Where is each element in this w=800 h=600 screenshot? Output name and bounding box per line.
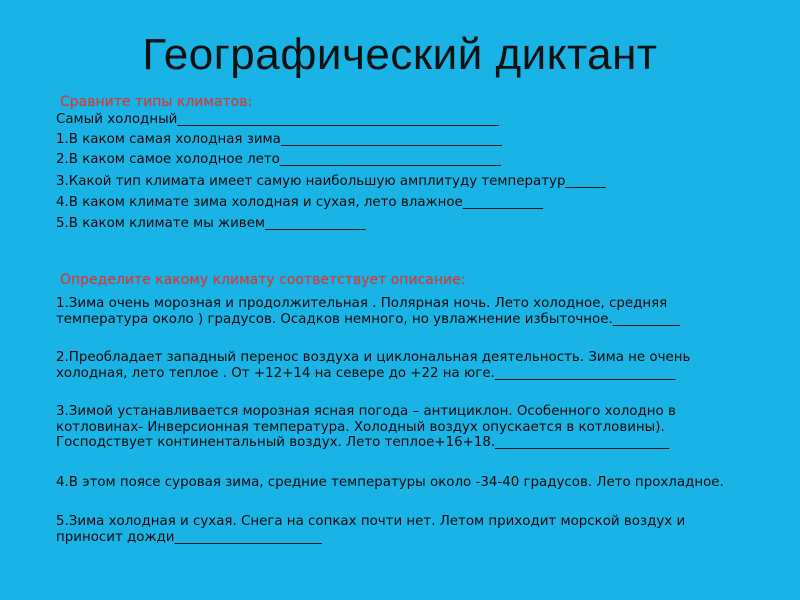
question-line: 3.Какой тип климата имеет самую наибольшую амплитуду температур______ — [56, 174, 606, 189]
question-line: 1.В каком самая холодная зима_________________________________ — [56, 132, 502, 147]
page-title: Географический диктант — [142, 30, 658, 79]
description-item: 4.В этом поясе суровая зима, средние температуры около -34-40 градусов. Лето прохладное. — [56, 475, 724, 490]
question-line: 4.В каком климате зима холодная и сухая, лето влажное____________ — [56, 195, 544, 210]
section-heading-describe: Определите какому климату соответствует описание: — [60, 272, 466, 288]
question-line: 2.В каком самое холодное лето_________________________________ — [56, 152, 501, 167]
section-heading-compare: Сравните типы климатов: — [60, 94, 253, 110]
question-line: Самый холодный________________________________________________ — [56, 112, 499, 127]
description-item: 1.Зима очень морозная и продолжительная . Полярная ночь. Лето холодное, средняя температура около ) градусов. Осадков немного, но увлажнение избыточное.__________ — [56, 296, 680, 327]
description-item: 2.Преобладает западный перенос воздуха и циклональная деятельность. Зима не очень холодная, лето теплое . От +12+14 на севере до +22 на юге.___________________________ — [56, 350, 691, 381]
description-item: 3.Зимой устанавливается морозная ясная погода – антициклон. Особенного холодно в котловинах- Инверсионная температура. Холодный воздух опускается в котловины). Господствует континентальный воздух. Лето теплое+16+18.__________________________ — [56, 404, 676, 450]
question-line: 5.В каком климате мы живем_______________ — [56, 216, 366, 231]
description-item: 5.Зима холодная и сухая. Снега на сопках почти нет. Летом приходит морской воздух и приносит дожди______________________ — [56, 514, 686, 545]
